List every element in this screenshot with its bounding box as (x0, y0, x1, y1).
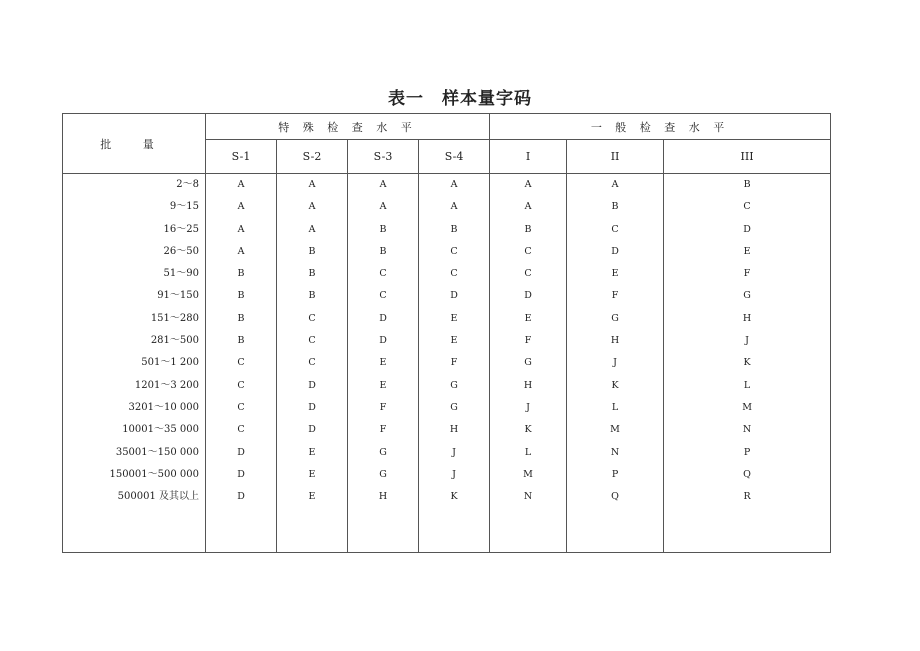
code-letter-cell: C (237, 424, 245, 436)
code-letter-cell: A (308, 179, 316, 190)
code-letter-cell: F (450, 357, 458, 369)
page-title (0, 84, 920, 109)
code-letter-cell: A (611, 179, 619, 190)
code-letter-cell: G (450, 379, 458, 391)
code-letter-cell: D (524, 290, 532, 302)
code-letter-cell: D (308, 424, 316, 436)
code-letter-cell: P (743, 446, 751, 458)
code-letter-cell: K (611, 379, 619, 391)
code-letter-cell: C (379, 268, 387, 280)
code-letter-cell: B (524, 223, 532, 235)
code-letter-cell: J (613, 357, 617, 369)
title-main: 表一 (388, 89, 424, 109)
level-header-s4: S-4 (419, 140, 490, 174)
code-letter-cell: J (526, 401, 530, 413)
code-letter-cell: C (308, 312, 316, 324)
code-letter-cell: A (308, 223, 316, 235)
code-letter-cell: N (523, 491, 533, 503)
batch-size-cell: 9～15 (169, 201, 199, 213)
level-header-i: I (490, 140, 567, 174)
code-letter-cell: M (523, 468, 533, 480)
code-letter-cell: A (237, 223, 245, 235)
code-letter-cell: E (308, 491, 316, 503)
code-letter-cell: B (450, 223, 458, 235)
level-header-s2: S-2 (277, 140, 348, 174)
code-letter-cell: G (611, 312, 619, 324)
batch-size-cell: 150001～500 000 (109, 468, 199, 480)
batch-size-cell: 10001～35 000 (122, 424, 199, 436)
code-letter-cell: C (611, 223, 619, 235)
code-column-s2 (277, 174, 348, 553)
code-letter-cell: C (308, 357, 316, 369)
code-letter-cell: B (308, 290, 316, 302)
code-letter-cell: C (237, 379, 245, 391)
code-letter-cell: B (237, 290, 245, 302)
code-letter-cell: E (611, 268, 619, 280)
code-letter-cell: D (379, 335, 387, 347)
code-letter-cell: A (308, 201, 316, 213)
code-letter-cell: G (450, 401, 458, 413)
code-letter-cell: K (743, 357, 751, 369)
code-column-s1 (206, 174, 277, 553)
code-letter-cell: C (379, 290, 387, 302)
code-letter-cell: H (742, 312, 752, 324)
code-letter-cell: C (237, 357, 245, 369)
code-letter-cell: H (523, 379, 533, 391)
batch-size-cell: 16～25 (163, 223, 199, 235)
code-letter-cell: R (743, 491, 751, 503)
code-letter-cell: M (610, 424, 620, 436)
code-letter-cell: E (308, 446, 316, 458)
code-column-i (490, 174, 567, 553)
code-letter-cell: F (611, 290, 619, 302)
code-letter-cell: G (524, 357, 532, 369)
code-letter-cell: A (237, 245, 245, 257)
title-sub: 样本量字码 (442, 89, 532, 109)
code-column-s3 (348, 174, 419, 553)
code-letter-cell: E (308, 468, 316, 480)
batch-size-cell: 151～280 (150, 312, 199, 324)
code-column-ii (567, 174, 664, 553)
code-letter-cell: A (524, 201, 532, 213)
code-letter-cell: B (237, 268, 245, 280)
special-inspection-level-header: 特 殊 检 查 水 平 (206, 114, 490, 140)
code-letter-cell: B (308, 268, 316, 280)
batch-size-cell: 501～1 200 (141, 357, 199, 369)
code-letter-cell: D (237, 446, 245, 458)
code-letter-cell: C (237, 401, 245, 413)
code-letter-cell: A (379, 179, 387, 190)
code-letter-cell: N (742, 424, 752, 436)
level-header-s1: S-1 (206, 140, 277, 174)
batch-size-cell: 91～150 (157, 290, 199, 302)
code-letter-cell: E (450, 335, 458, 347)
code-column-s4 (419, 174, 490, 553)
batch-size-cell: 2～8 (176, 179, 199, 190)
batch-size-cell: 281～500 (150, 335, 199, 347)
code-letter-cell: B (743, 179, 751, 190)
code-letter-cell: J (452, 446, 456, 458)
code-letter-cell: D (308, 401, 316, 413)
code-column-iii (664, 174, 831, 553)
code-letter-cell: E (379, 379, 387, 391)
code-letter-cell: L (611, 401, 619, 413)
code-letter-cell: E (450, 312, 458, 324)
code-letter-cell: G (379, 446, 387, 458)
code-letter-cell: C (450, 268, 458, 280)
code-letter-cell: C (524, 245, 532, 257)
code-letter-cell: D (743, 223, 751, 235)
code-letter-cell: D (611, 245, 619, 257)
code-letter-cell: F (379, 401, 387, 413)
code-letter-cell: G (743, 290, 751, 302)
code-letter-cell: H (610, 335, 620, 347)
code-letter-cell: D (237, 468, 245, 480)
code-letter-cell: L (743, 379, 751, 391)
batch-size-column (63, 174, 206, 553)
code-letter-cell: F (379, 424, 387, 436)
general-inspection-level-header: 一 般 检 查 水 平 (490, 114, 831, 140)
batch-size-cell: 35001～150 000 (115, 446, 199, 458)
level-header-s3: S-3 (348, 140, 419, 174)
code-letter-cell: K (524, 424, 532, 436)
code-letter-cell: D (237, 491, 245, 503)
code-letter-cell: B (308, 245, 316, 257)
level-header-iii: III (664, 140, 831, 174)
code-letter-cell: Q (743, 468, 751, 480)
code-letter-cell: A (524, 179, 532, 190)
level-header-ii: II (567, 140, 664, 174)
code-letter-cell: B (611, 201, 619, 213)
batch-size-cell: 51～90 (163, 268, 199, 280)
code-letter-cell: C (450, 245, 458, 257)
code-letter-cell: E (379, 357, 387, 369)
code-letter-cell: C (524, 268, 532, 280)
code-letter-cell: Q (611, 491, 619, 503)
batch-size-cell: 500001 及其以上 (117, 491, 199, 503)
code-letter-cell: B (237, 312, 245, 324)
code-letter-cell: C (308, 335, 316, 347)
code-letter-cell: G (379, 468, 387, 480)
batch-size-cell: 3201～10 000 (128, 401, 199, 413)
batch-size-header: 批 量 (63, 114, 206, 174)
code-letter-cell: H (449, 424, 459, 436)
code-letter-cell: J (745, 335, 749, 347)
code-letter-cell: B (237, 335, 245, 347)
code-letter-cell: L (524, 446, 532, 458)
batch-size-cell: 26～50 (163, 245, 199, 257)
batch-size-cell: 1201～3 200 (134, 379, 199, 391)
code-letter-cell: N (610, 446, 620, 458)
code-letter-cell: B (379, 223, 387, 235)
code-letter-cell: P (611, 468, 619, 480)
code-letter-cell: D (450, 290, 458, 302)
sample-size-code-table (62, 113, 831, 553)
code-letter-cell: A (379, 201, 387, 213)
code-letter-cell: M (742, 401, 752, 413)
code-letter-cell: A (450, 201, 458, 213)
code-letter-cell: A (237, 179, 245, 190)
code-letter-cell: C (743, 201, 751, 213)
code-letter-cell: A (237, 201, 245, 213)
code-letter-cell: D (308, 379, 316, 391)
code-letter-cell: H (378, 491, 388, 503)
code-letter-cell: F (524, 335, 532, 347)
code-letter-cell: K (450, 491, 458, 503)
code-letter-cell: E (743, 245, 751, 257)
code-letter-cell: B (379, 245, 387, 257)
code-letter-cell: D (379, 312, 387, 324)
code-letter-cell: J (452, 468, 456, 480)
code-letter-cell: F (743, 268, 751, 280)
code-letter-cell: A (450, 179, 458, 190)
code-letter-cell: E (524, 312, 532, 324)
